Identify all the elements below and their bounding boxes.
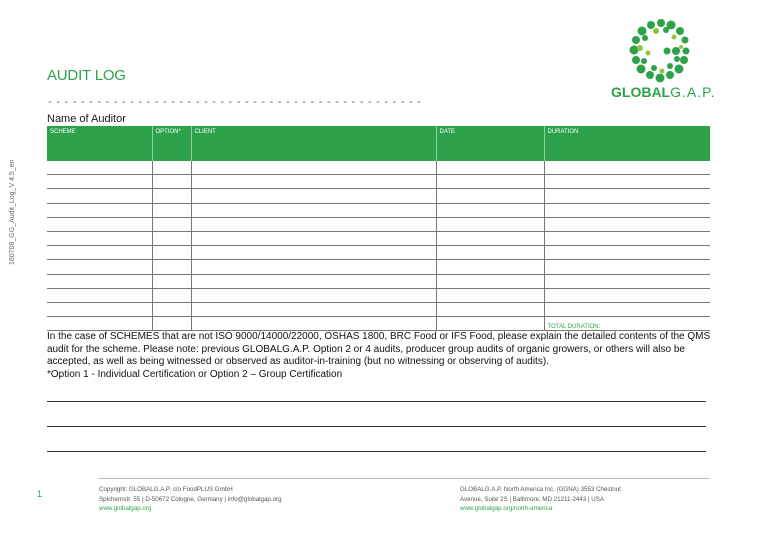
cell-client[interactable] (191, 175, 436, 189)
cell-option[interactable] (152, 189, 191, 203)
cell-scheme[interactable] (47, 217, 152, 231)
globalgap-leaf-g-logo-icon (626, 17, 696, 83)
table-row (47, 260, 710, 274)
column-header-duration: DURATION (544, 126, 710, 161)
cell-date[interactable] (436, 231, 544, 245)
audit-log-table (47, 126, 710, 331)
cell-date[interactable] (436, 203, 544, 217)
cell-duration[interactable] (544, 246, 710, 260)
cell-client[interactable] (191, 288, 436, 302)
cell-option[interactable] (152, 217, 191, 231)
table-row (47, 246, 710, 260)
cell-duration[interactable] (544, 231, 710, 245)
table-row (47, 175, 710, 189)
cell-option[interactable] (152, 288, 191, 302)
cell-scheme[interactable] (47, 175, 152, 189)
column-header-scheme: SCHEME (47, 126, 152, 161)
cell-duration[interactable] (544, 274, 710, 288)
cell-client[interactable] (191, 246, 436, 260)
column-header-client: CLIENT (191, 126, 436, 161)
table-header-row (47, 126, 710, 161)
explanation-line-2[interactable] (47, 426, 706, 427)
footer-address: Spichernstr. 55 | D-50672 Cologne, Germany | info@globalgap.org (99, 495, 282, 503)
cell-client[interactable] (191, 217, 436, 231)
column-header-option: OPTION* (152, 126, 191, 161)
cell-date[interactable] (436, 260, 544, 274)
table-row (47, 302, 710, 316)
notes-section (47, 331, 712, 381)
cell-date[interactable] (436, 302, 544, 316)
cell-scheme[interactable] (47, 161, 152, 175)
cell-scheme[interactable] (47, 302, 152, 316)
footer-right (460, 485, 621, 514)
auditor-name-line: ---------------------------------------------- (47, 98, 425, 109)
cell-client[interactable] (191, 274, 436, 288)
table-total-row (47, 317, 710, 331)
cell-scheme[interactable] (47, 288, 152, 302)
cell-option[interactable] (152, 203, 191, 217)
cell-scheme[interactable] (47, 231, 152, 245)
cell-scheme[interactable] (47, 203, 152, 217)
cell-scheme[interactable] (47, 260, 152, 274)
cell-duration[interactable] (544, 175, 710, 189)
total-row-cell-client (191, 317, 436, 331)
logo-wordmark (611, 84, 716, 100)
table-row (47, 189, 710, 203)
total-row-cell-date (436, 317, 544, 331)
cell-date[interactable] (436, 189, 544, 203)
cell-scheme[interactable] (47, 274, 152, 288)
document-code: 160708_GG_Audit_Log_V 4.5_en (9, 159, 16, 265)
footer-na-website-link[interactable]: www.globalgap.org/north-america (460, 505, 553, 512)
cell-option[interactable] (152, 175, 191, 189)
table-row (47, 274, 710, 288)
cell-duration[interactable] (544, 189, 710, 203)
cell-date[interactable] (436, 175, 544, 189)
table-row (47, 203, 710, 217)
table-row (47, 217, 710, 231)
scheme-explanation: In the case of SCHEMES that are not ISO 9000/14000/22000, OSHAS 1800, BRC Food or IFS Food, please explain the detailed contents of the QMS audit for the scheme. Please note: previous GLOBALG.A.P. Option 2 or 4 audits, producer group audits of organic growers, or others will also be accepted, as well as being witnessed or observed as auditor-in-training (but no witnessing or observing of audits). (47, 331, 711, 367)
page-number: 1 (37, 489, 43, 499)
table-row (47, 161, 710, 175)
cell-duration[interactable] (544, 161, 710, 175)
cell-scheme[interactable] (47, 189, 152, 203)
footer-copyright: Copyright: GLOBALG.A.P. c/o FoodPLUS GmbH (99, 486, 233, 493)
footer-website-link[interactable]: www.globalgap.org (99, 505, 152, 512)
cell-duration[interactable] (544, 288, 710, 302)
footer-na-company: GLOBALG.A.P. North America Inc. (GGNA) 3553 Chestnut (460, 486, 621, 493)
cell-client[interactable] (191, 189, 436, 203)
column-header-date: DATE (436, 126, 544, 161)
cell-date[interactable] (436, 274, 544, 288)
logo-brand-bold: GLOBAL (611, 84, 671, 100)
total-row-cell-scheme (47, 317, 152, 331)
page-title: AUDIT LOG (47, 67, 126, 84)
cell-duration[interactable] (544, 203, 710, 217)
auditor-name-label: Name of Auditor (47, 113, 126, 125)
footer-na-address: Avenue, Suite 2S | Baltimore, MD 21211-2443 | USA (460, 495, 605, 503)
footer-divider (98, 478, 710, 479)
globalgap-logo (608, 17, 720, 102)
cell-client[interactable] (191, 260, 436, 274)
cell-client[interactable] (191, 161, 436, 175)
cell-date[interactable] (436, 288, 544, 302)
cell-option[interactable] (152, 274, 191, 288)
cell-duration[interactable] (544, 260, 710, 274)
cell-option[interactable] (152, 161, 191, 175)
cell-option[interactable] (152, 260, 191, 274)
cell-duration[interactable] (544, 302, 710, 316)
cell-option[interactable] (152, 246, 191, 260)
cell-option[interactable] (152, 231, 191, 245)
cell-duration[interactable] (544, 217, 710, 231)
cell-scheme[interactable] (47, 246, 152, 260)
cell-client[interactable] (191, 231, 436, 245)
footer-left (99, 485, 282, 514)
cell-option[interactable] (152, 302, 191, 316)
explanation-line-1[interactable] (47, 401, 706, 402)
table-row (47, 288, 710, 302)
explanation-line-3[interactable] (47, 451, 706, 452)
cell-date[interactable] (436, 217, 544, 231)
cell-date[interactable] (436, 161, 544, 175)
logo-brand-rest: G.A.P. (670, 84, 716, 100)
total-duration-cell[interactable]: TOTAL DURATION: (544, 317, 710, 331)
cell-client[interactable] (191, 302, 436, 316)
cell-client[interactable] (191, 203, 436, 217)
cell-date[interactable] (436, 246, 544, 260)
option-footnote: *Option 1 - Individual Certification or Option 2 – Group Certification (47, 368, 343, 380)
total-row-cell-option (152, 317, 191, 331)
table-row (47, 231, 710, 245)
